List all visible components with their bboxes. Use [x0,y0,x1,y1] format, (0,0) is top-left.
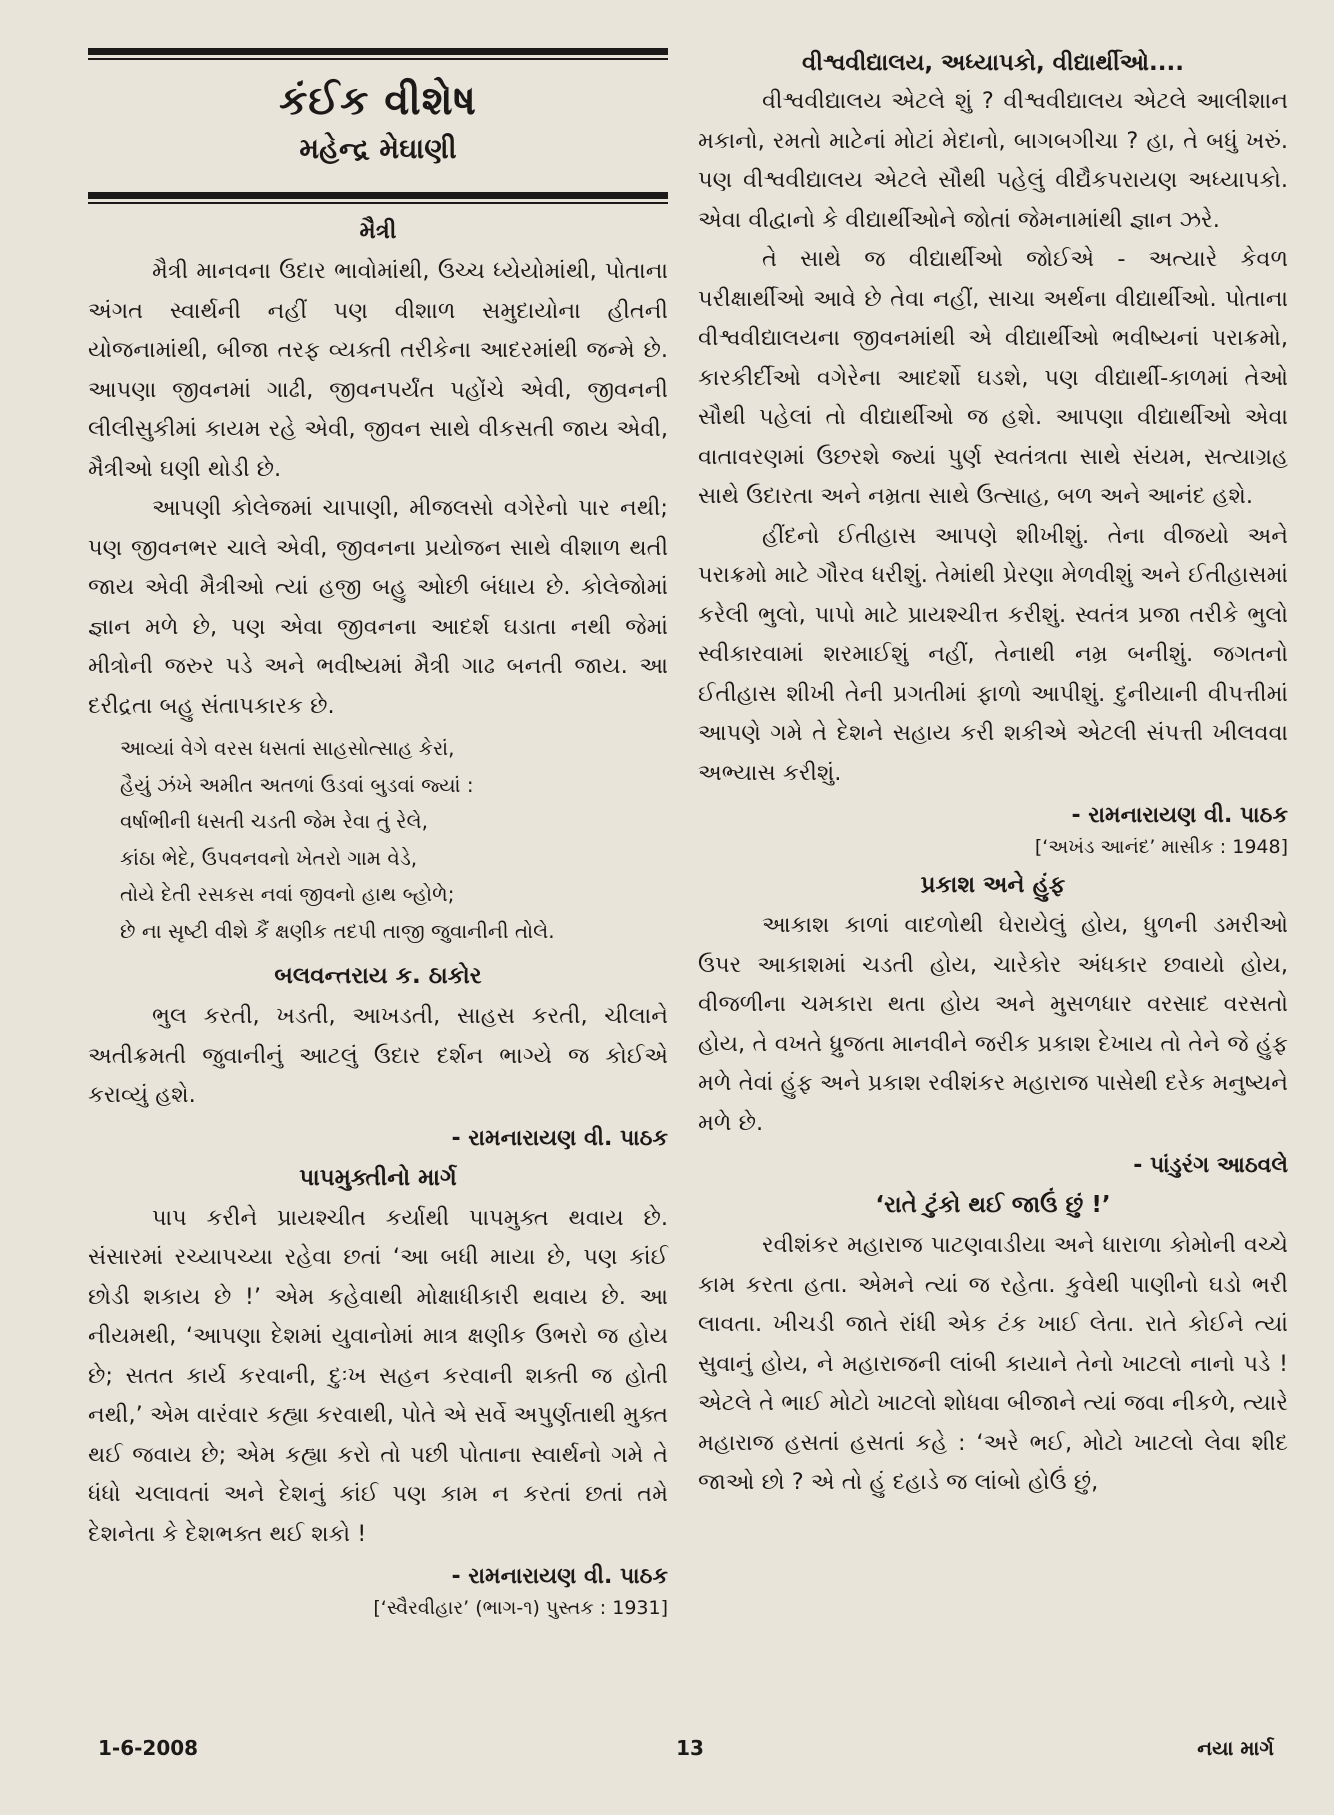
poem [120,730,668,949]
section-title-balvantray: બલવન્તરાય ક. ઠાકોર [274,963,482,989]
attribution: - રામનારાયણ વી. પાઠક [451,1564,668,1589]
attribution: - પાંડુરંગ આઠવલે [1133,1153,1288,1178]
paragraph: પાપ કરીને પ્રાયશ્ચીત કર્યાથી પાપમુક્ત થવાય છે. સંસારમાં રચ્યાપચ્યા રહેવા છતાં ‘આ બધી માયા છે, પણ કાંઈ છોડી શકાય છે !’ એમ કહેવાથી મોક્ષાધીકારી થવાય છે. આ નીયમથી, ‘આપણા દેશમાં યુવાનોમાં માત્ર ક્ષણીક ઉભરો જ હોય છે; સતત કાર્ય કરવાની, દુઃખ સહન કરવાની શક્તી જ હોતી નથી,’ એમ વારંવાર કહ્યા કરવાથી, પોતે એ સર્વે અપુર્ણતાથી મુક્ત થઈ જવાય છે; એમ કહ્યા કરો તો પછી પોતાના સ્વાર્થનો ગમે તે ધંધો ચલાવતાં અને દેશનું કાંઈ પણ કામ ન કરતાં છતાં તમે દેશનેતા કે દેશભક્ત થઈ શકો ! [88,1204,668,1547]
section-title-vishwavidyalay: વીશ્વવીદ્યાલય, અધ્યાપકો, વીદ્યાર્થીઓ.... [802,50,1184,76]
section-title-maitri: મૈત્રી [359,218,397,244]
poem-line: વર્ષાભીની ધસતી ચડતી જેમ રેવા તું રેલે, [120,809,428,833]
page-footer [0,1736,1334,1766]
header-rule-top-thin [88,58,668,60]
poem-line: તોયે દેતી રસકસ નવાં જીવનો હાથ બ્હોળે; [120,882,455,906]
paragraph: હીંદનો ઈતીહાસ આપણે શીખીશું. તેના વીજયો અને પરાક્રમો માટે ગૌરવ ધરીશું. તેમાંથી પ્રેરણા મેળવીશું અને ઈતીહાસમાં કરેલી ભુલો, પાપો માટે પ્રાયશ્ચીત્ત કરીશું. સ્વતંત્ર પ્રજા તરીકે ભુલો સ્વીકારવામાં શરમાઈશું નહીં, તેનાથી નમ્ર બનીશું. જગતનો ઈતીહાસ શીખી તેની પ્રગતીમાં ફાળો આપીશું. દુનીયાની વીપત્તીમાં આપણે ગમે તે દેશને સહાય કરી શકીએ એટલી સંપત્તી ખીલવવા અભ્યાસ કરીશું. [698,522,1288,786]
column-author: મહેન્દ્ર મેઘાણી [299,132,457,165]
source-citation: [‘અખંડ આનંદ’ માસીક : 1948] [1034,836,1288,858]
attribution: - રામનારાયણ વી. પાઠક [451,1125,668,1151]
left-column [88,48,668,1619]
paragraph: મૈત્રી માનવના ઉદાર ભાવોમાંથી, ઉચ્ચ ધ્યેયોમાંથી, પોતાના અંગત સ્વાર્થની નહીં પણ વીશાળ સમુદાયોના હીતની યોજનામાંથી, બીજા તરફ વ્યક્તી તરીકેના આદરમાંથી જન્મે છે. આપણા જીવનમાં ગાઢી, જીવનપર્યંત પહોંચે એવી, જીવનની લીલીસુકીમાં કાયમ રહે એવી, જીવન સાથે વીકસતી જાય એવી, મૈત્રીઓ ઘણી થોડી છે. [88,258,668,482]
page-title: કંઈક વીશેષ [279,78,477,124]
right-column [698,48,1288,1503]
section-title-papmukti: પાપમુક્તીનો માર્ગ [299,1164,457,1191]
source-citation: [‘સ્વૈરવીહાર’ (ભાગ-૧) પુસ્તક : 1931] [373,1597,668,1619]
poem-line: છે ના સૃષ્ટી વીશે કૈં ક્ષણીક તદપી તાજી જુવાનીની તોલે. [120,918,555,943]
section-title-prakash: પ્રકાશ અને હુંફ [920,872,1066,898]
header-rule-bottom-thin [88,202,668,204]
paragraph: વીશ્વવીદ્યાલય એટલે શું ? વીશ્વવીદ્યાલય એટલે આલીશાન મકાનો, રમતો માટેનાં મોટાં મેદાનો, બાગબગીચા ? હા, તે બધું ખરું. પણ વીશ્વવીદ્યાલય એટલે સૌથી પહેલું વીદ્યૈકપરાયણ અધ્યાપકો. એવા વીદ્વાનો કે વીદ્યાર્થીઓને જોતાં જેમનામાંથી જ્ઞાન ઝરે. [698,88,1288,233]
paragraph: આપણી કોલેજમાં ચાપાણી, મીજલસો વગેરેનો પાર નથી; પણ જીવનભર ચાલે એવી, જીવનના પ્રયોજન સાથે વીશાળ થતી જાય એવી મૈત્રીઓ ત્યાં હજી બહુ ઓછી બંધાય છે. કોલેજોમાં જ્ઞાન મળે છે, પણ એવા જીવનના આદર્શ ઘડાતા નથી જેમાં મીત્રોની જરુર પડે અને ભવીષ્યમાં મૈત્રી ગાઢ બનતી જાય. આ દરીદ્રતા બહુ સંતાપકારક છે. [88,495,668,719]
paragraph: રવીશંકર મહારાજ પાટણવાડીયા અને ધારાળા કોમોની વચ્ચે કામ કરતા હતા. એમને ત્યાં જ રહેતા. કુવેથી પાણીનો ઘડો ભરી લાવતા. ખીચડી જાતે રાંધી એક ટંક ખાઈ લેતા. રાતે કોઈને ત્યાં સુવાનું હોય, ને મહારાજની લાંબી કાયાને તેનો ખાટલો નાનો પડે ! એટલે તે ભાઈ મોટો ખાટલો શોધવા બીજાને ત્યાં જવા નીકળે, ત્યારે મહારાજ હસતાં હસતાં કહે : ‘અરે ભઈ, મોટો ખાટલો લેવા શીદ જાઓ છો ? એ તો હું દહાડે જ લાંબો હોઉં છું, [698,1232,1288,1495]
paragraph: આકાશ કાળાં વાદળોથી ઘેરાયેલું હોય, ધુળની ડમરીઓ ઉપર આકાશમાં ચડતી હોય, ચારેકોર અંધકાર છવાયો હોય, વીજળીના ચમકારા થતા હોય અને મુસળધાર વરસાદ વરસતો હોય, તે વખતે ધ્રુજતા માનવીને જરીક પ્રકાશ દેખાય તો તેને જે હુંફ મળે તેવાં હુંફ અને પ્રકાશ રવીશંકર મહારાજ પાસેથી દરેક મનુષ્યને મળે છે. [698,912,1288,1136]
header-rule-bottom [88,192,668,199]
paragraph: ભુલ કરતી, ખડતી, આખડતી, સાહસ કરતી, ચીલાને અતીક્રમતી જુવાનીનું આટલું ઉદાર દર્શન ભાગ્યે જ કોઈએ કરાવ્યું હશે. [88,1003,668,1108]
paragraph: તે સાથે જ વીદ્યાર્થીઓ જોઈએ - અત્યારે કેવળ પરીક્ષાર્થીઓ આવે છે તેવા નહીં, સાચા અર્થના વીદ્યાર્થીઓ. પોતાના વીશ્વવીદ્યાલયના જીવનમાંથી એ વીદ્યાર્થીઓ ભવીષ્યનાં પરાક્રમો, કારકીર્દીઓ વગેરેના આદર્શો ઘડશે, પણ વીદ્યાર્થી-કાળમાં તેઓ સૌથી પહેલાં તો વીદ્યાર્થીઓ જ હશે. આપણા વીદ્યાર્થીઓ એવા વાતાવરણમાં ઉછરશે જ્યાં પુર્ણ સ્વતંત્રતા સાથે સંયમ, સત્યાગ્રહ સાથે ઉદારતા અને નમ્રતા સાથે ઉત્સાહ, બળ અને આનંદ હશે. [698,246,1288,509]
poem-line: હૈયું ઝંખે અમીત અતળાં ઉડવાં બુડવાં જ્યાં : [120,772,474,797]
attribution: - રામનારાયણ વી. પાઠક [1071,803,1288,828]
magazine-name: નયા માર્ગ [1197,1736,1274,1760]
page-number: 13 [676,1736,704,1760]
poem-line: આવ્યાં વેગે વરસ ધસતાં સાહસોત્સાહ કેરાં, [120,736,455,760]
header-rule-top [88,48,668,55]
header-block [88,78,668,166]
section-title-rate-tunko: ‘રાતે ટુંકો થઈ જાઉં છું !’ [875,1192,1111,1218]
issue-date: 1-6-2008 [98,1736,199,1760]
poem-line: કાંઠા ભેદે, ઉપવનવનો ખેતરો ગામ વેડે, [120,845,418,870]
